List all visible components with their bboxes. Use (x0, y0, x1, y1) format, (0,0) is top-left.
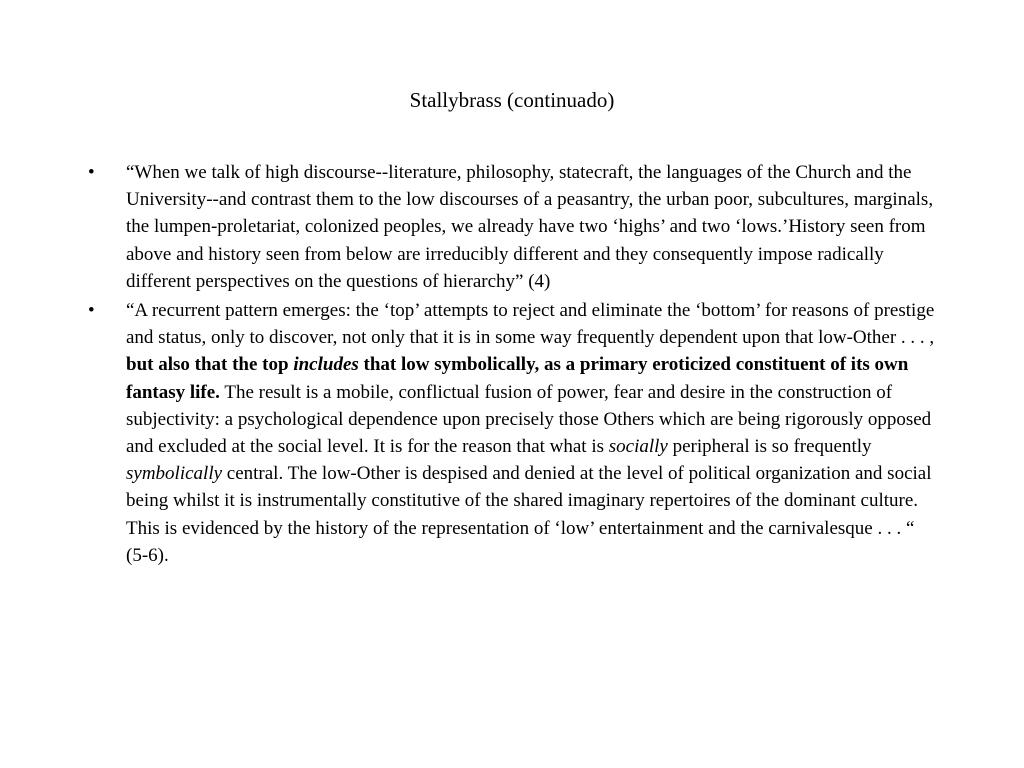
slide-title: Stallybrass (continuado) (409, 88, 615, 112)
bullet-list (88, 159, 938, 571)
text-segment: “A recurrent pattern emerges: the ‘top’ attempts to reject and eliminate the ‘bottom’ for reasons of prestige and status, only to discover, not only that it is in some way frequently dependent upon that low-Other . . . , (126, 300, 935, 349)
italic-text-segment: socially (608, 436, 668, 458)
bold-text-segment: that low symbolically, as a primary eroticized constituent of its own fantasy life. (126, 354, 909, 403)
bullet-item-1 (88, 159, 938, 295)
bullet-text (126, 300, 934, 566)
bullet-icon: • (88, 300, 95, 322)
bold-italic-text-segment: includes (293, 354, 359, 376)
text-segment: central. The low-Other is despised and denied at the level of political organization and social being whilst it is instrumentally constitutive of the shared imaginary repertoires of the dominant culture. This is evidenced by the history of the representation of ‘low’ entertainment and the carnivalesque . . . “ (5-6). (126, 463, 932, 566)
text-segment: The result is a mobile, conflictual fusion of power, fear and desire in the construction of subjectivity: a psychological dependence upon precisely those Others which are being rigorously opposed and excluded at the social level. It is for the reason that what is (126, 381, 932, 458)
bullet-text: “When we talk of high discourse--literature, philosophy, statecraft, the languages of the Church and the University--and contrast them to the low discourses of a peasantry, the urban poor, subcultures, marginals, the lumpen-proletariat, colonized peoples, we already have two ‘highs’ and two ‘lows.’History seen from above and history seen from below are irreducibly different and they consequently impose radically different perspectives on the questions of hierarchy” (4) (126, 162, 934, 292)
bold-text-segment: but also that the top (126, 354, 294, 376)
text-segment: peripheral is so frequently (667, 436, 872, 458)
bullet-icon: • (88, 162, 95, 183)
italic-text-segment: symbolically (126, 463, 223, 485)
bullet-item-2 (88, 297, 938, 569)
